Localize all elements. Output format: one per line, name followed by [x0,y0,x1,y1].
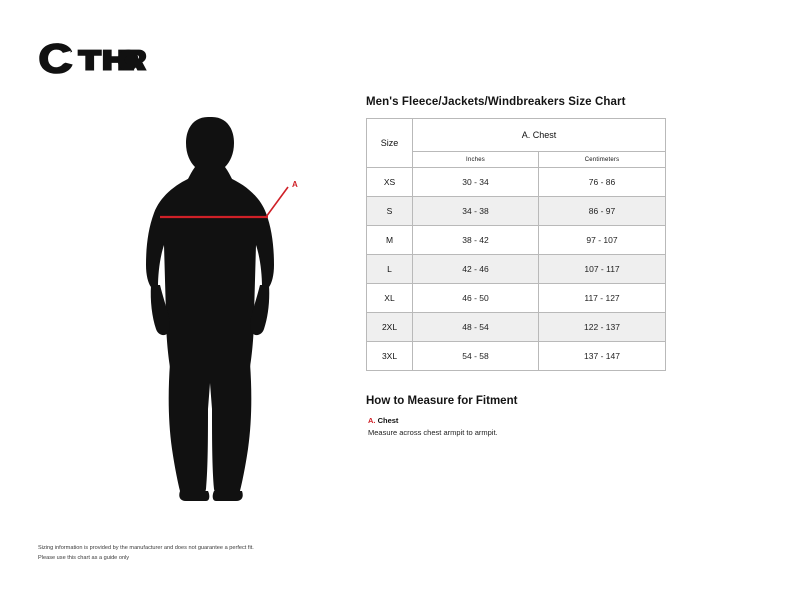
measure-item-description: Measure across chest armpit to armpit. [368,428,498,437]
table-row [367,255,666,284]
cell-centimeters: 86 - 97 [539,197,666,226]
cell-size: XS [367,168,413,197]
measure-item-chest [366,416,766,437]
cell-centimeters: 97 - 107 [539,226,666,255]
cell-centimeters: 107 - 117 [539,255,666,284]
cell-size: M [367,226,413,255]
cell-size: S [367,197,413,226]
cell-inches: 46 - 50 [413,284,539,313]
measure-item-heading [368,416,766,425]
body-figure [120,105,330,505]
header-centimeters: Centimeters [539,152,666,168]
table-header-row [367,119,666,152]
thor-logo [38,42,148,76]
table-row [367,226,666,255]
footer-line-2: Please use this chart as a guide only [38,555,130,562]
footer-line-1: Sizing information is provided by the manufacturer and does not guarantee a perfect fit. [38,545,254,552]
cell-inches: 54 - 58 [413,342,539,371]
how-to-measure-title: How to Measure for Fitment [366,395,518,407]
footer-disclaimer [38,544,254,564]
header-chest-group: A. Chest [413,119,666,152]
cell-size: XL [367,284,413,313]
table-row [367,342,666,371]
table-row [367,197,666,226]
measure-item-name: Chest [377,416,399,425]
header-inches: Inches [413,152,539,168]
table-row [367,284,666,313]
cell-inches: 30 - 34 [413,168,539,197]
page-title: Men's Fleece/Jackets/Windbreakers Size Chart [366,96,626,108]
table-row [367,168,666,197]
size-chart-table [366,118,666,371]
cell-centimeters: 122 - 137 [539,313,666,342]
cell-inches: 48 - 54 [413,313,539,342]
cell-inches: 34 - 38 [413,197,539,226]
cell-inches: 42 - 46 [413,255,539,284]
table-row [367,313,666,342]
cell-size: 2XL [367,313,413,342]
measure-item-letter: A. [368,416,376,425]
cell-size: L [367,255,413,284]
cell-centimeters: 76 - 86 [539,168,666,197]
header-size: Size [367,119,413,168]
cell-centimeters: 137 - 147 [539,342,666,371]
cell-size: 3XL [367,342,413,371]
cell-centimeters: 117 - 127 [539,284,666,313]
figure-annotation-a: A [292,180,298,189]
cell-inches: 38 - 42 [413,226,539,255]
